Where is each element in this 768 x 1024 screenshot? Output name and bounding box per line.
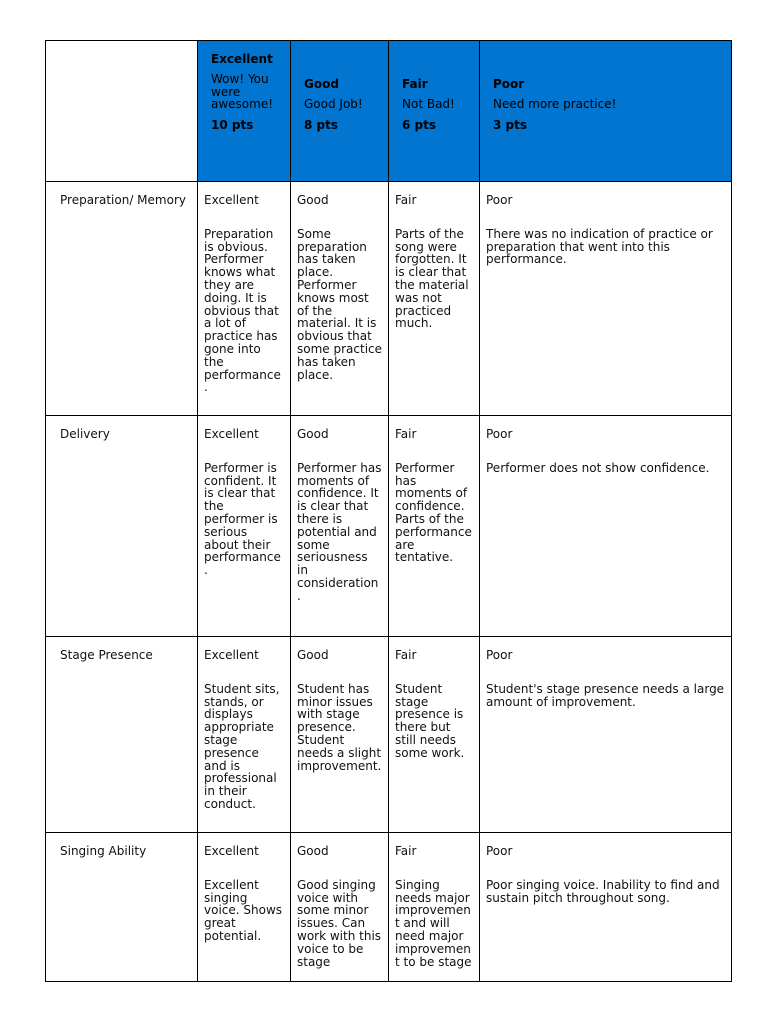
table-row	[46, 637, 732, 833]
rating-cell	[480, 833, 732, 982]
rating-description: Student's stage presence needs a large amount of improvement.	[486, 681, 725, 709]
rating-cell	[198, 182, 291, 416]
rating-level: Poor	[486, 844, 513, 858]
header-excellent	[198, 41, 291, 182]
rating-level: Excellent	[204, 648, 259, 662]
rating-cell	[198, 637, 291, 833]
header-empty-cell	[46, 41, 198, 182]
rating-cell	[291, 637, 389, 833]
rating-description: Performer has moments of confidence. It is clear that there is potential and some seriousness in consideration.	[297, 460, 382, 603]
rating-cell	[480, 416, 732, 637]
rating-cell	[389, 833, 480, 982]
rating-level: Fair	[395, 844, 417, 858]
criterion-cell	[46, 182, 198, 416]
table-row	[46, 416, 732, 637]
level-points: 10 pts	[211, 118, 254, 133]
rating-description: There was no indication of practice or preparation that went into this performance.	[486, 226, 713, 267]
rating-description: Student sits, stands, or displays appropriate stage presence and is professional in their conduct.	[204, 681, 280, 811]
level-title: Fair	[402, 77, 428, 91]
rating-description: Student has minor issues with stage presence. Student needs a slight improvement.	[297, 681, 382, 773]
level-points: 6 pts	[402, 117, 436, 132]
rating-level: Excellent	[204, 193, 259, 207]
level-points: 8 pts	[304, 117, 338, 132]
table-row	[46, 833, 732, 982]
header-poor	[480, 41, 732, 182]
rating-description: Some preparation has taken place. Performer knows most of the material. It is obvious that some practice has taken place.	[297, 226, 383, 382]
rating-cell	[480, 182, 732, 416]
rating-cell	[198, 833, 291, 982]
rating-level: Excellent	[204, 427, 259, 441]
rating-cell	[389, 182, 480, 416]
rating-description: Performer is confident. It is clear that the performer is serious about their performance.	[204, 460, 281, 578]
rating-description: Parts of the song were forgotten. It is clear that the material was not practiced much.	[395, 226, 469, 331]
level-description: Wow! You were awesome!	[211, 71, 274, 112]
criterion-label: Preparation/ Memory	[60, 193, 186, 207]
rating-level: Good	[297, 648, 329, 662]
rating-description: Good singing voice with some minor issues. Can work with this voice to be stage	[297, 877, 382, 969]
rubric-table	[45, 40, 732, 982]
rating-level: Poor	[486, 427, 513, 441]
rating-description: Student stage presence is there but still needs some work.	[395, 681, 465, 760]
rating-description: Singing needs major improvement and will need major improvement to be stage	[395, 877, 472, 969]
rating-level: Poor	[486, 193, 513, 207]
level-title: Good	[304, 77, 339, 91]
rating-cell	[291, 416, 389, 637]
rating-cell	[291, 833, 389, 982]
rating-description: Preparation is obvious. Performer knows what they are doing. It is obvious that a lot of practice has gone into the performance.	[204, 226, 281, 395]
rating-level: Good	[297, 844, 329, 858]
rating-description: Performer has moments of confidence. Parts of the performance are tentative.	[395, 460, 472, 565]
criterion-label: Delivery	[60, 427, 110, 441]
header-row	[46, 41, 732, 182]
criterion-label: Stage Presence	[60, 648, 153, 662]
level-title: Excellent	[211, 52, 273, 66]
rating-level: Poor	[486, 648, 513, 662]
criterion-cell	[46, 833, 198, 982]
header-fair	[389, 41, 480, 182]
rating-level: Fair	[395, 193, 417, 207]
rating-description: Performer does not show confidence.	[486, 460, 710, 475]
level-points: 3 pts	[493, 117, 527, 132]
rating-description: Poor singing voice. Inability to find and sustain pitch throughout song.	[486, 877, 720, 905]
level-description: Need more practice!	[493, 96, 617, 111]
rating-cell	[291, 182, 389, 416]
rating-description: Excellent singing voice. Shows great potential.	[204, 877, 283, 943]
table-row	[46, 182, 732, 416]
rating-level: Good	[297, 193, 329, 207]
level-title: Poor	[493, 77, 525, 91]
rating-cell	[389, 416, 480, 637]
rating-cell	[480, 637, 732, 833]
rating-level: Good	[297, 427, 329, 441]
criterion-cell	[46, 637, 198, 833]
rating-level: Fair	[395, 427, 417, 441]
criterion-cell	[46, 416, 198, 637]
criterion-label: Singing Ability	[60, 844, 147, 858]
level-description: Not Bad!	[402, 96, 455, 111]
rating-cell	[389, 637, 480, 833]
rating-cell	[198, 416, 291, 637]
rating-level: Fair	[395, 648, 417, 662]
rating-level: Excellent	[204, 844, 259, 858]
level-description: Good Job!	[304, 96, 363, 111]
header-good	[291, 41, 389, 182]
